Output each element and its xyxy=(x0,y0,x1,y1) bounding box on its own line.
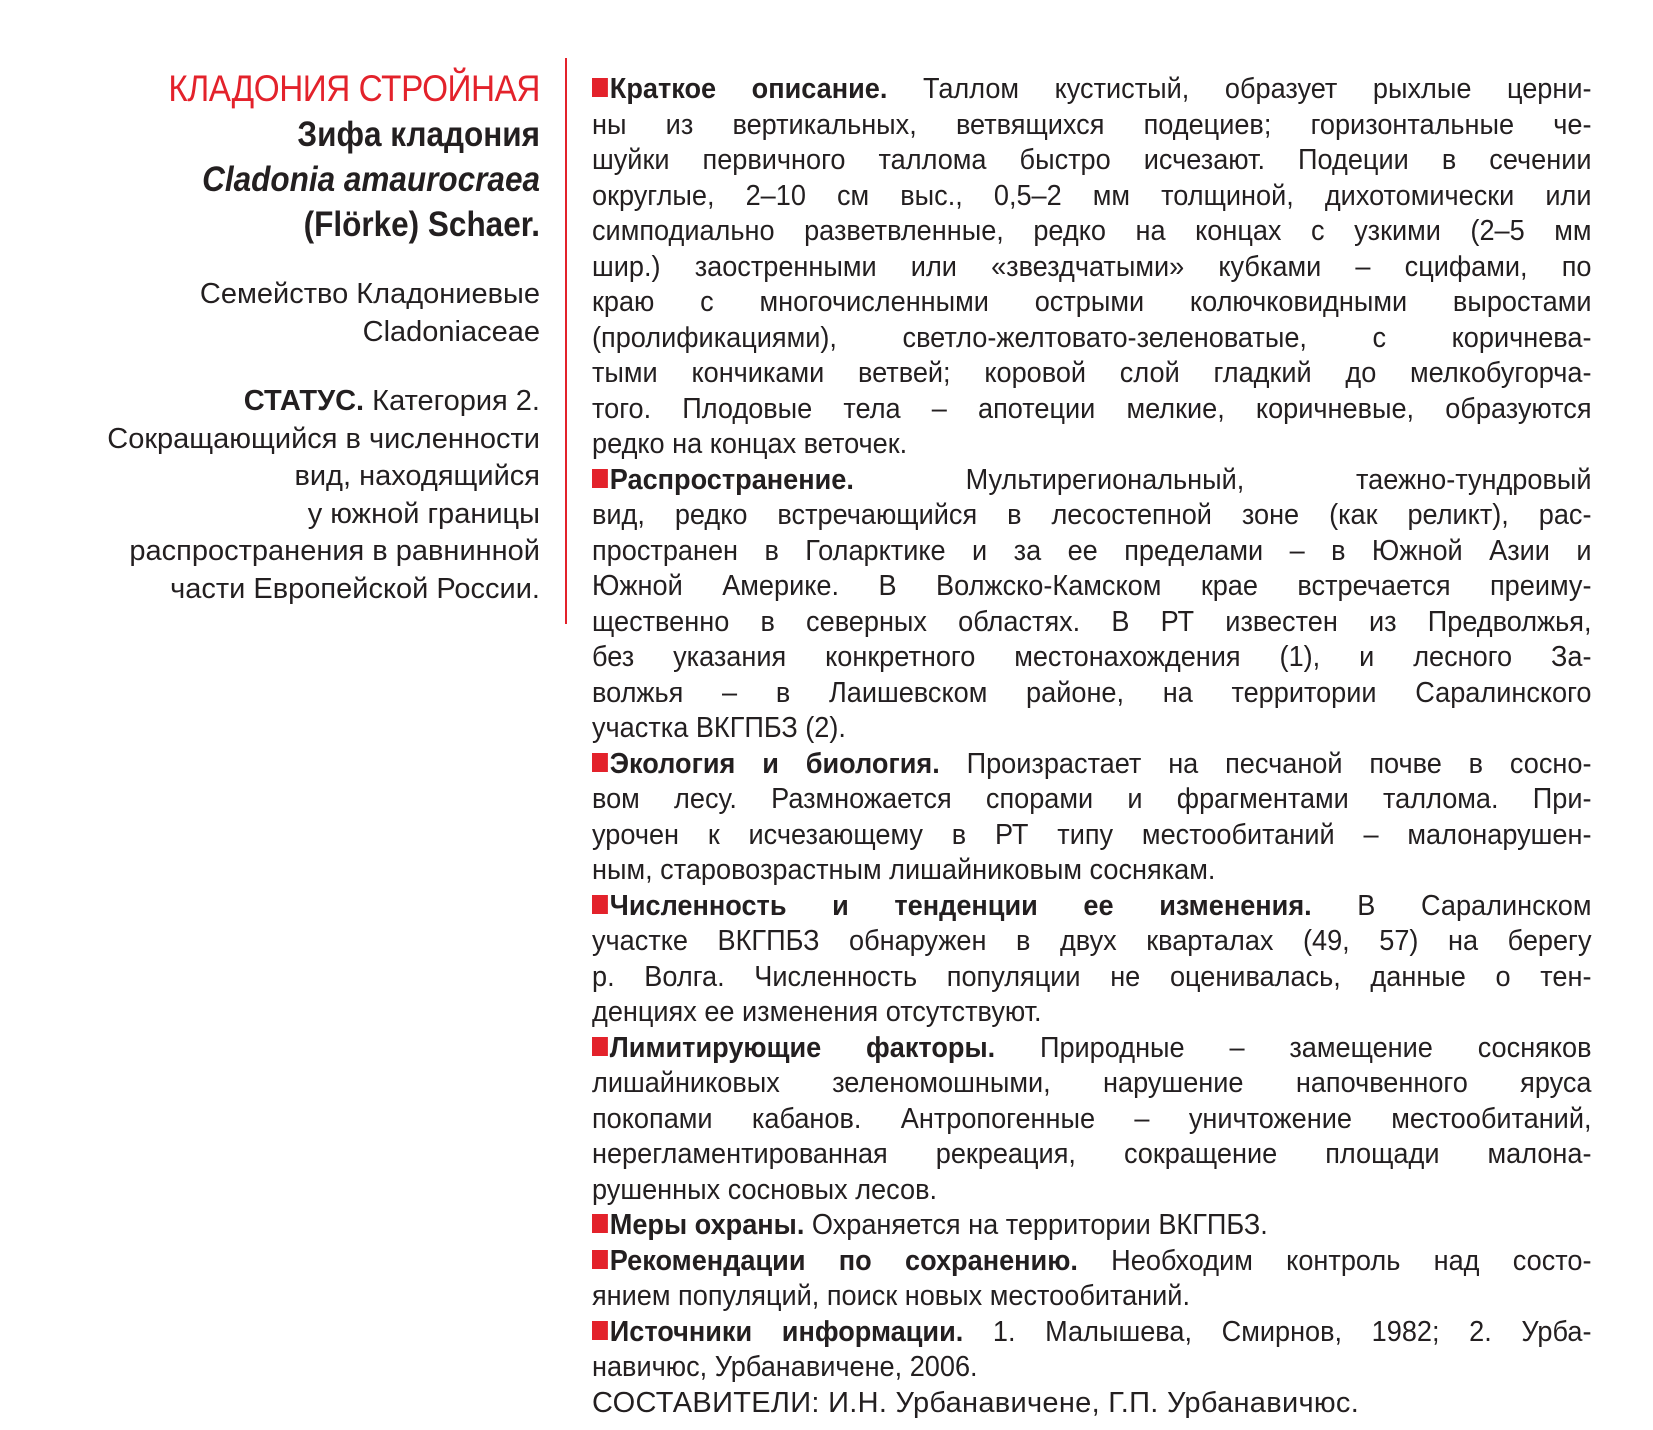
section-text: вом лесу. Размножается спорами и фрагментами таллома. При- xyxy=(592,783,1592,815)
section-text: симподиально разветвленные, редко на концах с узкими (2–5 мм xyxy=(592,215,1592,247)
authors-line: СОСТАВИТЕЛИ: И.Н. Урбанавичене, Г.П. Урбанавичюс. xyxy=(592,1386,1360,1419)
text-line xyxy=(592,108,1592,144)
section-text: Необходим контроль над состо- xyxy=(1077,1244,1592,1277)
text-line xyxy=(592,640,1592,676)
column-divider xyxy=(565,58,567,624)
section-text: без указания конкретного местонахождения (1), и лесного За- xyxy=(592,641,1592,673)
section-heading: Экология и биология. xyxy=(609,747,940,780)
section-text: Таллом кустистый, образует рыхлые церни- xyxy=(887,73,1592,105)
status-line xyxy=(40,383,540,421)
status-block xyxy=(40,383,540,608)
section-text: Охраняется на территории ВКГПБЗ. xyxy=(804,1209,1268,1241)
status-line: у южной границы xyxy=(307,497,540,530)
text-line xyxy=(592,889,1592,925)
text-line xyxy=(592,818,1592,854)
section xyxy=(592,1208,1580,1244)
red-square-bullet-icon xyxy=(592,753,608,772)
section-text: округлые, 2–10 см выс., 0,5–2 мм толщиной, дихотомически или xyxy=(592,179,1592,212)
text-line xyxy=(592,924,1592,960)
text-line xyxy=(592,960,1592,996)
text-line xyxy=(592,72,1592,108)
status-line: вид, находящийся xyxy=(294,460,540,492)
text-line xyxy=(592,356,1592,392)
section-heading: Источники информации. xyxy=(609,1315,964,1348)
text-line xyxy=(592,214,1592,250)
section-text: тыми кончиками ветвей; коровой слой гладкий до мелкобугорча- xyxy=(592,357,1592,389)
section-text: участке ВКГПБЗ обнаружен в двух кварталах (49, 57) на берегу xyxy=(592,925,1592,957)
section-text: р. Волга. Численность популяции не оценивалась, данные о тен- xyxy=(592,960,1592,993)
section-text: шуйки первичного таллома быстро исчезают. Подеции в сечении xyxy=(592,144,1592,176)
status-line: Сокращающийся в численности xyxy=(107,422,540,455)
section xyxy=(592,1031,1592,1209)
text-line xyxy=(592,321,1592,357)
section-text: редко на концах веточек. xyxy=(592,428,908,460)
species-alt-name: Зифа кладония xyxy=(297,115,540,154)
section-text: ным, старовозрастным лишайниковым соснякам. xyxy=(592,854,1216,886)
text-line xyxy=(592,1350,1592,1386)
section-text: вид, редко встречающийся в лесостепной зоне (как реликт), рас- xyxy=(592,499,1592,531)
section-heading: Распространение. xyxy=(609,463,854,496)
section-text: денциях ее изменения отсутствуют. xyxy=(592,996,1042,1028)
text-line xyxy=(592,1031,1592,1067)
text-line xyxy=(592,463,1592,499)
section xyxy=(592,889,1592,1031)
red-square-bullet-icon xyxy=(592,1321,608,1340)
section-heading: Краткое описание. xyxy=(609,73,888,105)
text-line xyxy=(592,427,1592,463)
text-line xyxy=(592,995,1592,1031)
text-line xyxy=(592,1102,1592,1138)
section-text: Южной Америке. В Волжско-Камском крае встречается преиму- xyxy=(592,570,1592,602)
text-line xyxy=(592,1066,1592,1102)
text-line xyxy=(592,392,1592,428)
red-square-bullet-icon xyxy=(592,1214,608,1233)
text-line xyxy=(592,782,1592,818)
section xyxy=(592,463,1592,747)
section xyxy=(592,1244,1592,1315)
text-line xyxy=(592,1244,1592,1280)
section-text: Мультирегиональный, таежно-тундровый xyxy=(853,463,1592,496)
text-line xyxy=(592,143,1592,179)
red-square-bullet-icon xyxy=(592,469,608,488)
section-text: 1. Малышева, Смирнов, 1982; 2. Урба- xyxy=(963,1315,1592,1348)
section-text: В Саралинском xyxy=(1311,889,1592,922)
red-square-bullet-icon xyxy=(592,78,608,97)
section xyxy=(592,1315,1592,1386)
text-line xyxy=(592,1315,1592,1351)
species-latin-name: Cladonia amaurocraea xyxy=(202,160,540,199)
section-text: Произрастает на песчаной почве в сосно- xyxy=(939,747,1592,780)
family-latin: Cladoniaceae xyxy=(362,316,540,348)
section-text: краю с многочисленными острыми колючковидными выростами xyxy=(592,286,1592,318)
section xyxy=(592,72,1592,463)
article-body xyxy=(592,72,1592,1421)
text-line xyxy=(592,1279,1592,1315)
section-text: (пролификациями), светло-желтовато-зеленоватые, с коричнева- xyxy=(592,321,1592,354)
section-heading: Меры охраны. xyxy=(609,1209,805,1241)
text-line xyxy=(592,1137,1592,1173)
species-author: (Flörke) Schaer. xyxy=(303,205,540,244)
text-line xyxy=(592,676,1592,712)
section-text: лишайниковых зеленомошными, нарушение напочвенного яруса xyxy=(592,1067,1592,1099)
text-line xyxy=(592,569,1592,605)
text-line xyxy=(592,285,1592,321)
species-title-ru: КЛАДОНИЯ СТРОЙНАЯ xyxy=(168,68,540,109)
section-text: пространен в Голарктике и за ее пределами – в Южной Азии и xyxy=(592,534,1592,567)
text-line xyxy=(592,853,1592,889)
section-text: Природные – замещение сосняков xyxy=(995,1031,1592,1064)
text-line xyxy=(592,179,1592,215)
text-line xyxy=(592,1208,1592,1244)
section-text: ны из вертикальных, ветвящихся подециев; горизонтальные че- xyxy=(592,108,1592,141)
section-heading: Лимитирующие факторы. xyxy=(609,1031,996,1064)
family-ru: Семейство Кладониевые xyxy=(199,278,540,310)
text-line xyxy=(592,498,1592,534)
section-heading: Рекомендации по сохранению. xyxy=(609,1244,1078,1277)
status-label: СТАТУС. xyxy=(243,385,365,417)
status-line: части Европейской России. xyxy=(170,572,540,605)
red-square-bullet-icon xyxy=(592,1037,608,1056)
section-heading: Численность и тенденции ее изменения. xyxy=(609,889,1312,922)
family-block xyxy=(40,275,540,351)
section-text: рушенных сосновых лесов. xyxy=(592,1173,938,1206)
text-line xyxy=(592,605,1592,641)
species-header xyxy=(40,66,540,608)
text-line xyxy=(592,534,1592,570)
section-text: волжья – в Лаишевском районе, на территории Саралинского xyxy=(592,676,1592,709)
section-text: урочен к исчезающему в РТ типу местообитаний – малонарушен- xyxy=(592,818,1592,851)
section xyxy=(592,747,1592,889)
section-text: покопами кабанов. Антропогенные – уничтожение местообитаний, xyxy=(592,1102,1592,1135)
section-text: нерегламентированная рекреация, сокращение площади малона- xyxy=(592,1138,1592,1170)
red-square-bullet-icon xyxy=(592,895,608,914)
text-line xyxy=(592,711,1592,747)
text-line xyxy=(592,747,1592,783)
text-line xyxy=(592,250,1592,286)
section-text: шир.) заостренными или «звездчатыми» кубками – сцифами, по xyxy=(592,250,1592,283)
section-text: янием популяций, поиск новых местообитаний. xyxy=(592,1280,1190,1312)
red-square-bullet-icon xyxy=(592,1250,608,1269)
section-text: навичюс, Урбанавичене, 2006. xyxy=(592,1351,978,1383)
section-text: участка ВКГПБЗ (2). xyxy=(592,712,846,744)
text-line xyxy=(592,1173,1592,1209)
status-line: распространения в равнинной xyxy=(129,535,540,567)
section-text: щественно в северных областях. В РТ известен из Предволжья, xyxy=(592,605,1592,638)
status-category: Категория 2. xyxy=(364,385,540,417)
section-text: того. Плодовые тела – апотеции мелкие, коричневые, образуются xyxy=(592,392,1592,425)
